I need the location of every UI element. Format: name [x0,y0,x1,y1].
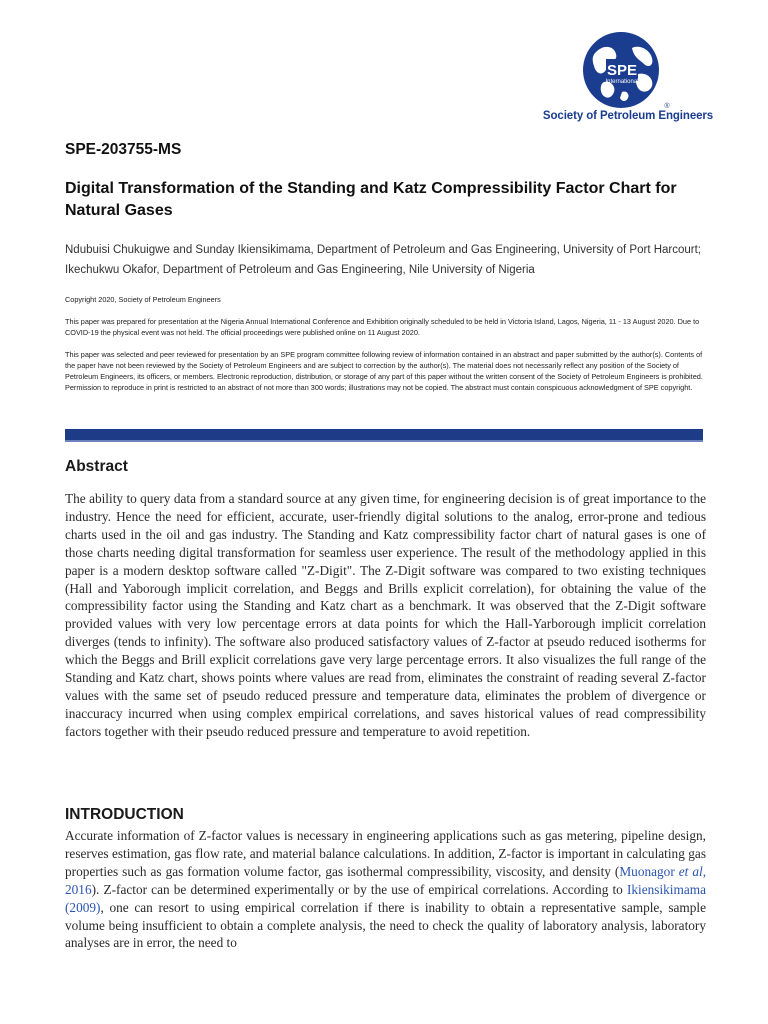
logo-spe-text: SPE [606,62,638,79]
introduction-body [65,827,706,952]
citation-muonagor-year: , 2016 [65,863,707,897]
citation-muonagor-etal: et al [678,863,703,879]
paper-title: Digital Transformation of the Standing and Katz Compressibility Factor Chart for Natural Gases [65,180,677,219]
citation-muonagor-name: Muonagor [619,863,679,879]
intro-text-part3: , one can resort to using empirical correlation if there is inability to obtain a representative sample, sample volume being insufficient to obtain a complete analysis, the need to check the quality of laboratory analysis, laboratory analyses are in error, the need to [65,899,706,951]
logo-org-name: Society of Petroleum Engineers [542,110,714,122]
globe-icon [556,30,686,110]
section-divider [65,429,703,442]
copyright-notice: Copyright 2020, Society of Petroleum Engineers [65,295,221,304]
citation-ikiensikimama-link[interactable]: Ikiensikimama (2009) [65,881,706,915]
abstract-body: The ability to query data from a standard source at any given time, for engineering decision is of great importance to the industry. Hence the need for efficient, accurate, user-friendly digital solutions to the analog, error-prone and tedious charts used in the oil and gas industry. The Standing and Katz compressibility factor chart of natural gases is one of those charts needing digital transformation for seamless user experience. The result of the methodology applied in this paper is a modern desktop software called "Z-Digit". The Z-Digit software was compared to two existing techniques (Hall and Yaborough implicit correlation, and Beggs and Brills explicit correlation), for obtaining the value of the compressibility factor using the Standing and Katz chart as a benchmark. It was observed that the Z-Digit software provided values with very low percentage errors at data points for which the Hall-Yarborough implicit correlation diverges (tends to infinity). The software also produced satisfactory values of Z-factor at pseudo reduced isotherms for which the Beggs and Brill explicit correlations gave very large percentage errors. It also visualizes the full range of the Standing and Katz chart, shows points where values are read from, eliminates the constraint of reading several Z-factor values with the same set of pseudo reduced pressure and temperature data, eliminates the problem of divergence or inaccuracy incurred when using complex empirical correlations, and saves historical values of read compressibility factors together with their pseudo reduced pressure and temperature to avoid repetition. [65,491,706,739]
spe-logo [538,30,718,126]
intro-text-part2: ). Z-factor can be determined experimentally or by the use of empirical correlations. According to [91,881,627,897]
review-notice: This paper was selected and peer reviewed for presentation by an SPE program committee following review of information contained in an abstract and paper submitted by the author(s). Contents of the paper have not been reviewed by the Society of Petroleum Engineers and are subject to correction by the author(s). The material does not necessarily reflect any position of the Society of Petroleum Engineers, its officers, or members. Electronic reproduction, distribution, or storage of any part of this paper without the written consent of the Society of Petroleum Engineers is prohibited. Permission to reproduce in print is restricted to an abstract of not more than 300 words; illustrations may not be copied. The abstract must contain conspicuous acknowledgment of SPE copyright. [65,350,703,392]
paper-id: SPE-203755-MS [65,141,182,158]
intro-text-part1: Accurate information of Z-factor values is necessary in engineering applications such as gas metering, pipeline design, reserves estimation, gas flow rate, and material balance calculations. In addition, Z-factor is important in calculating gas properties such as gas formation volume factor, gas isothermal compressibility, viscosity, and density ( [65,828,706,879]
logo-international-text: International [605,79,639,85]
introduction-heading: INTRODUCTION [65,806,184,823]
presentation-notice: This paper was prepared for presentation at the Nigeria Annual International Conference and Exhibition originally scheduled to be held in Victoria Island, Lagos, Nigeria, 11 - 13 August 2020. Due to COVID-19 the physical event was not held. The official proceedings were published online on 11 August 2020. [65,317,700,337]
authors: Ndubuisi Chukuigwe and Sunday Ikiensikimama, Department of Petroleum and Gas Engineering, University of Port Harcourt; Ikechukwu Okafor, Department of Petroleum and Gas Engineering, Nile University of Nigeria [65,244,702,276]
registered-mark: ® [664,103,670,110]
abstract-heading: Abstract [65,458,128,475]
